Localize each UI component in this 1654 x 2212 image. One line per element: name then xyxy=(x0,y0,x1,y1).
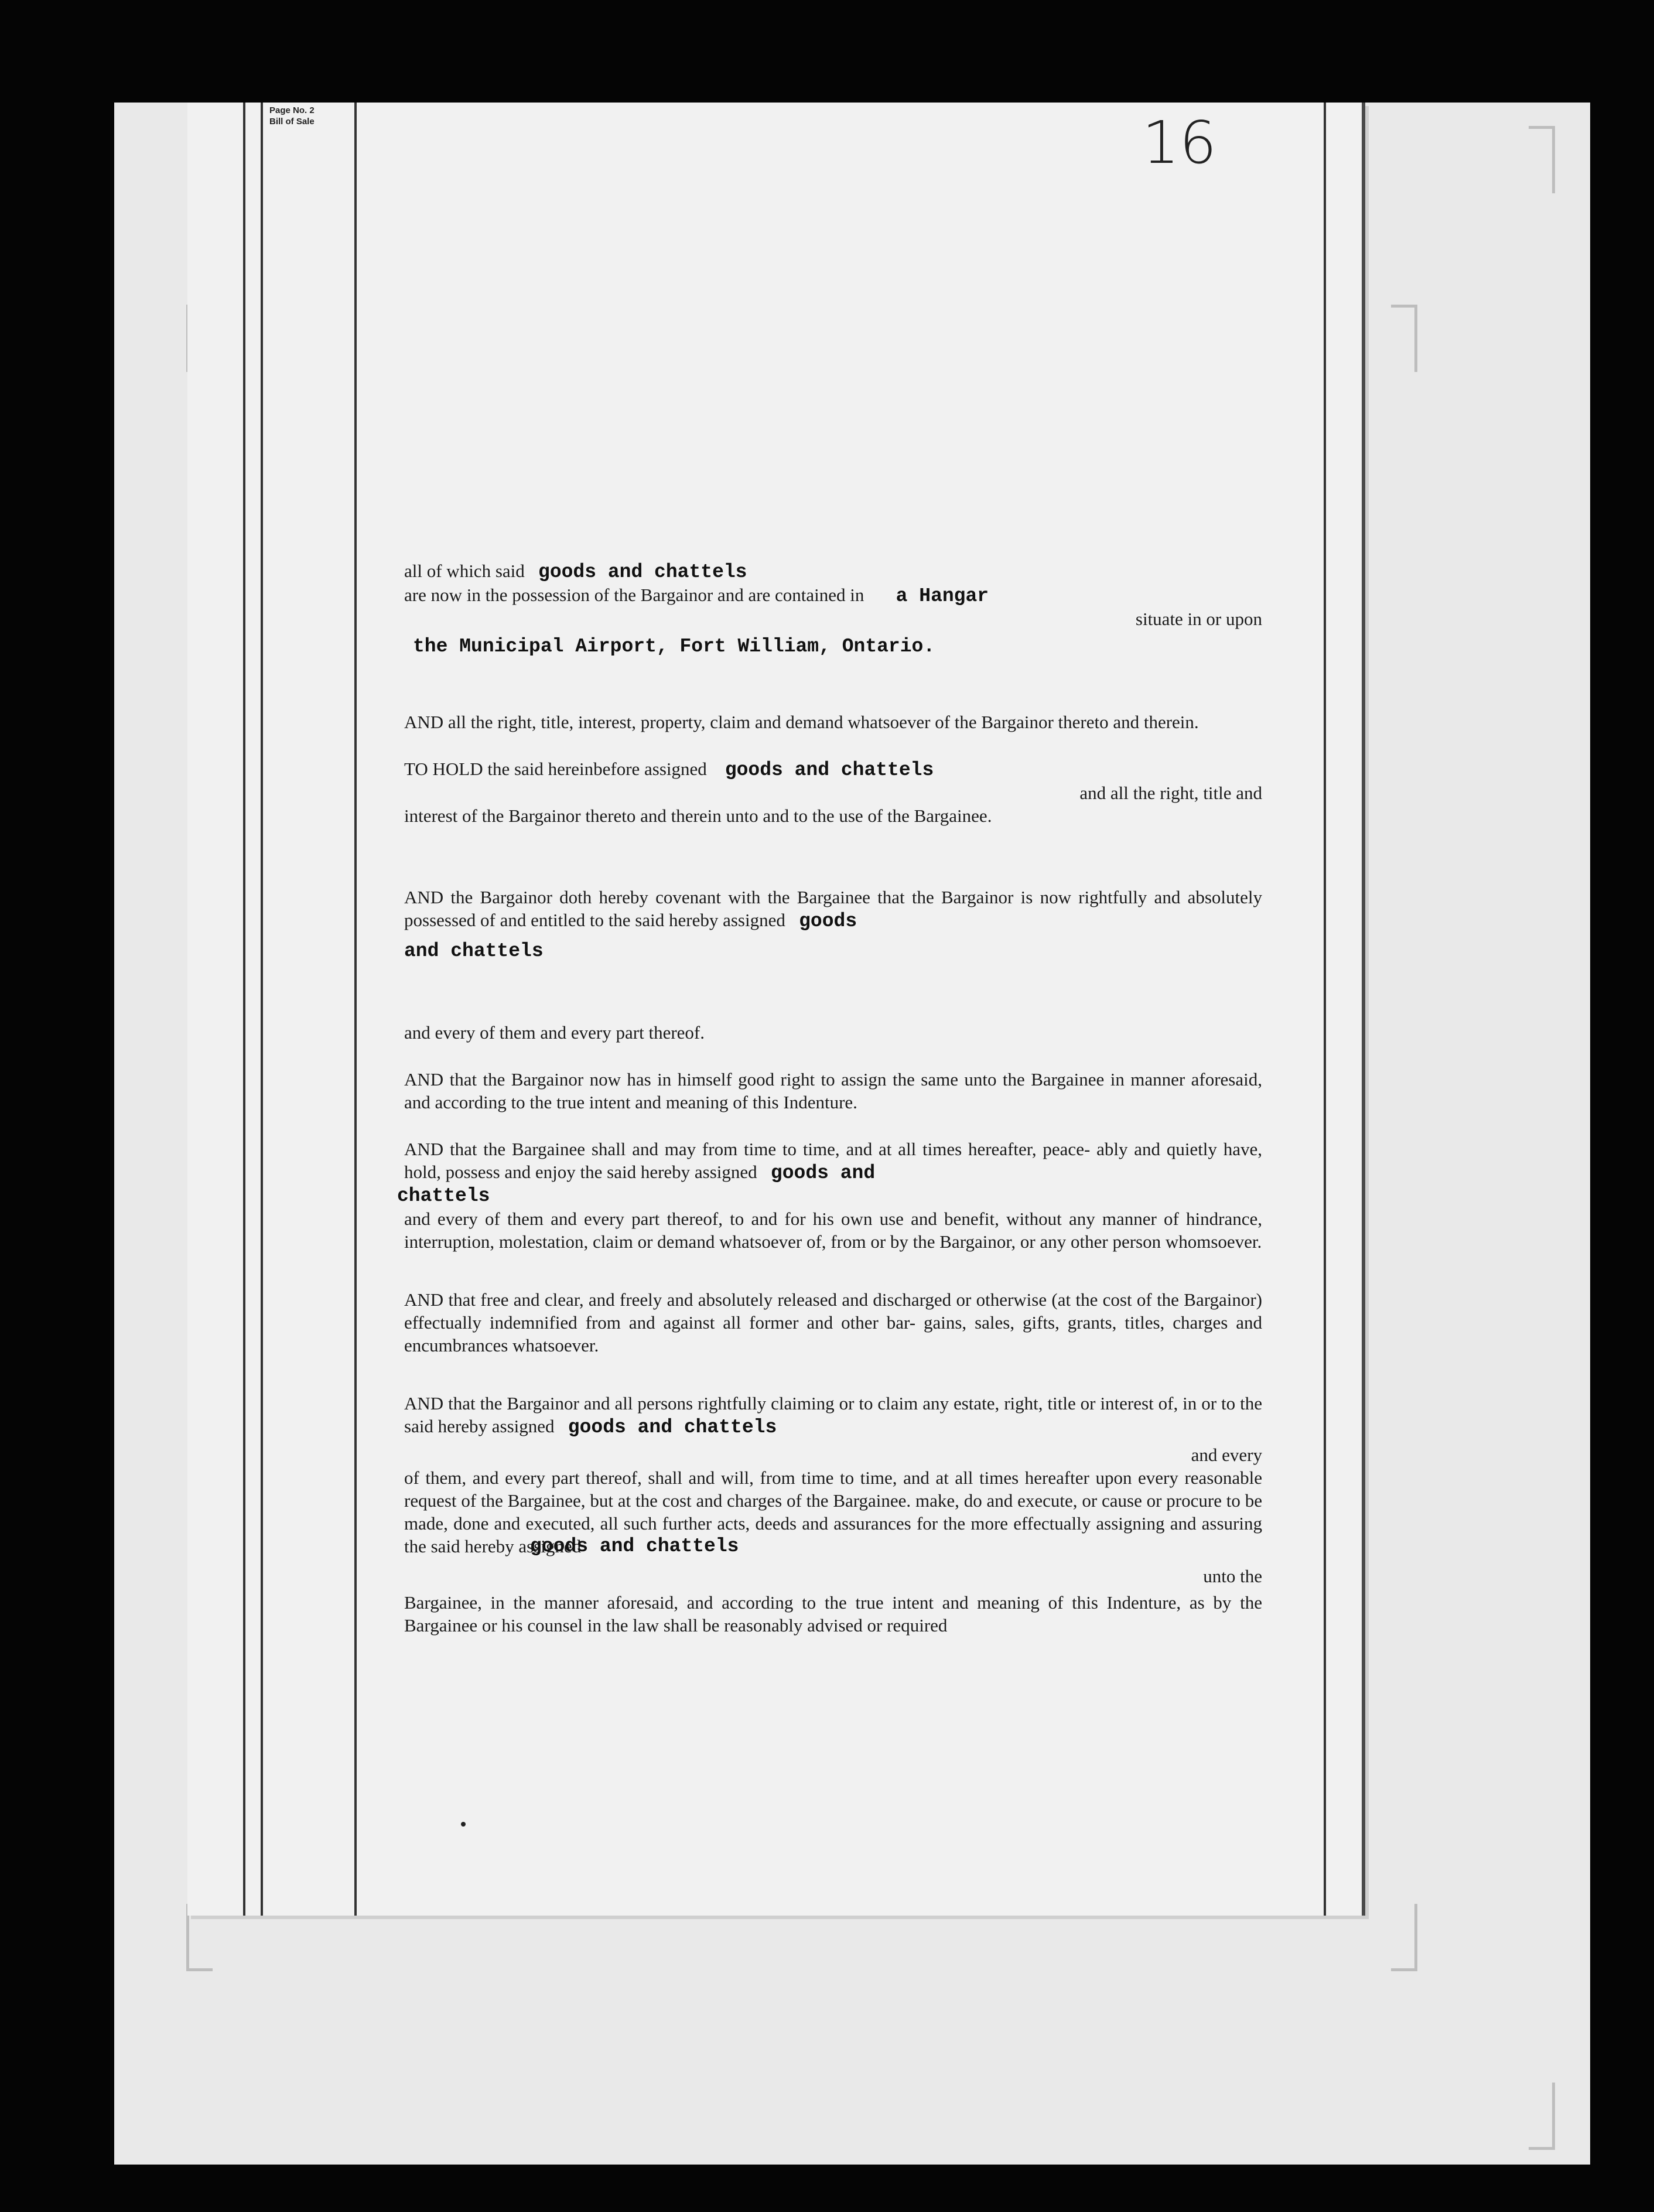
paragraph-further-assurance xyxy=(404,1392,1262,1637)
text: AND the Bargainor doth hereby covenant with the Bargainee that the Bargainor is now rightfully and absolutely possessed of and entitled to the said hereby assigned xyxy=(404,887,1262,930)
paragraph-goods-location xyxy=(404,559,1262,658)
text: AND that the Bargainor and all persons rightfully claiming or to claim any estate, right, title or interest of, in or to the said hereby assigned xyxy=(404,1393,1262,1436)
text: and every of them and every part thereof, to and for his own use and benefit, without any manner of hindrance, interruption, molestation, claim or demand whatsoever of, from or by the Bargainor, or any other person whomsoever. xyxy=(404,1209,1262,1252)
paragraph-covenant xyxy=(404,886,1262,962)
ink-spot xyxy=(461,1822,466,1827)
text: and all the right, title and xyxy=(1079,783,1262,803)
text: situate in or upon xyxy=(1135,609,1262,629)
text: all of which said xyxy=(404,561,525,581)
crop-mark-corner-bottom xyxy=(1529,2083,1555,2150)
typed-goods: goods and chattels xyxy=(530,1535,739,1557)
crop-mark-bottom-right xyxy=(1391,1904,1417,1971)
typed-goods: goods and chattels xyxy=(538,561,747,583)
typed-goods: goods and chattels xyxy=(725,759,934,781)
typed-hangar: a Hangar xyxy=(896,585,989,607)
text: unto the xyxy=(1203,1566,1262,1586)
document-page xyxy=(187,103,1365,1916)
typed-goods: goods xyxy=(799,910,857,932)
handwritten-page-number: 16 xyxy=(1142,108,1217,177)
document-type-label: Bill of Sale xyxy=(269,117,315,127)
document-body xyxy=(397,559,1262,1661)
margin-rule-4 xyxy=(1324,103,1326,1916)
typed-goods: goods and chattels xyxy=(568,1416,777,1438)
text: and every xyxy=(1191,1445,1262,1465)
paragraph-to-hold xyxy=(404,757,1262,827)
margin-rule-3 xyxy=(354,103,357,1916)
text: of them, and every part thereof, shall and will, from time to time, and at all times hereafter upon every reasonable request of the Bargainee, but at the cost and charges of the Bargainee. make, do and execute, or cause or procure to be made, done and executed, all such further acts, deeds and assurances for the more effectually assigning and assuring the said hereby assigned xyxy=(404,1467,1262,1556)
paragraph-every-part: and every of them and every part thereof. xyxy=(404,1022,705,1043)
typed-goods: goods and xyxy=(770,1162,876,1184)
margin-rule-2 xyxy=(261,103,263,1916)
paragraph-good-right: AND that the Bargainor now has in himself good right to assign the same unto the Bargainee in manner aforesaid, and according to the true intent and meaning of this Indenture. xyxy=(404,1069,1262,1112)
page-number-label: Page No. 2 xyxy=(269,105,315,115)
crop-mark-corner xyxy=(1529,126,1555,193)
page-header-label xyxy=(269,105,315,127)
text: TO HOLD the said hereinbefore assigned xyxy=(404,759,707,779)
crop-mark-top-right xyxy=(1391,305,1417,372)
typed-chattels: chattels xyxy=(397,1185,490,1207)
paragraph-free-and-clear: AND that free and clear, and freely and absolutely released and discharged or otherwise (at the cost of the Bargainor) effectually indemnified from and against all former and other bar- gains, sales, gifts, grants, titles, charges and encumbrances whatsoever. xyxy=(404,1289,1262,1356)
text: AND that the Bargainee shall and may from time to time, and at all times hereafter, peace- ably and quietly have, hold, possess and enjoy the said hereby assigned xyxy=(404,1139,1262,1182)
typed-location: the Municipal Airport, Fort William, Ontario. xyxy=(413,636,935,657)
paragraph-quiet-enjoyment xyxy=(397,1138,1262,1253)
margin-rule-1 xyxy=(243,103,245,1916)
text: are now in the possession of the Bargainor and are contained in xyxy=(404,585,864,605)
typed-chattels: and chattels xyxy=(404,940,544,962)
text: Bargainee, in the manner aforesaid, and according to the true intent and meaning of this Indenture, as by the Bargainee or his counsel in the law shall be reasonably advised or required xyxy=(404,1592,1262,1636)
paragraph-right-title: AND all the right, title, interest, property, claim and demand whatsoever of the Bargainor thereto and therein. xyxy=(404,712,1199,732)
text: interest of the Bargainor thereto and therein unto and to the use of the Bargainee. xyxy=(404,805,992,826)
